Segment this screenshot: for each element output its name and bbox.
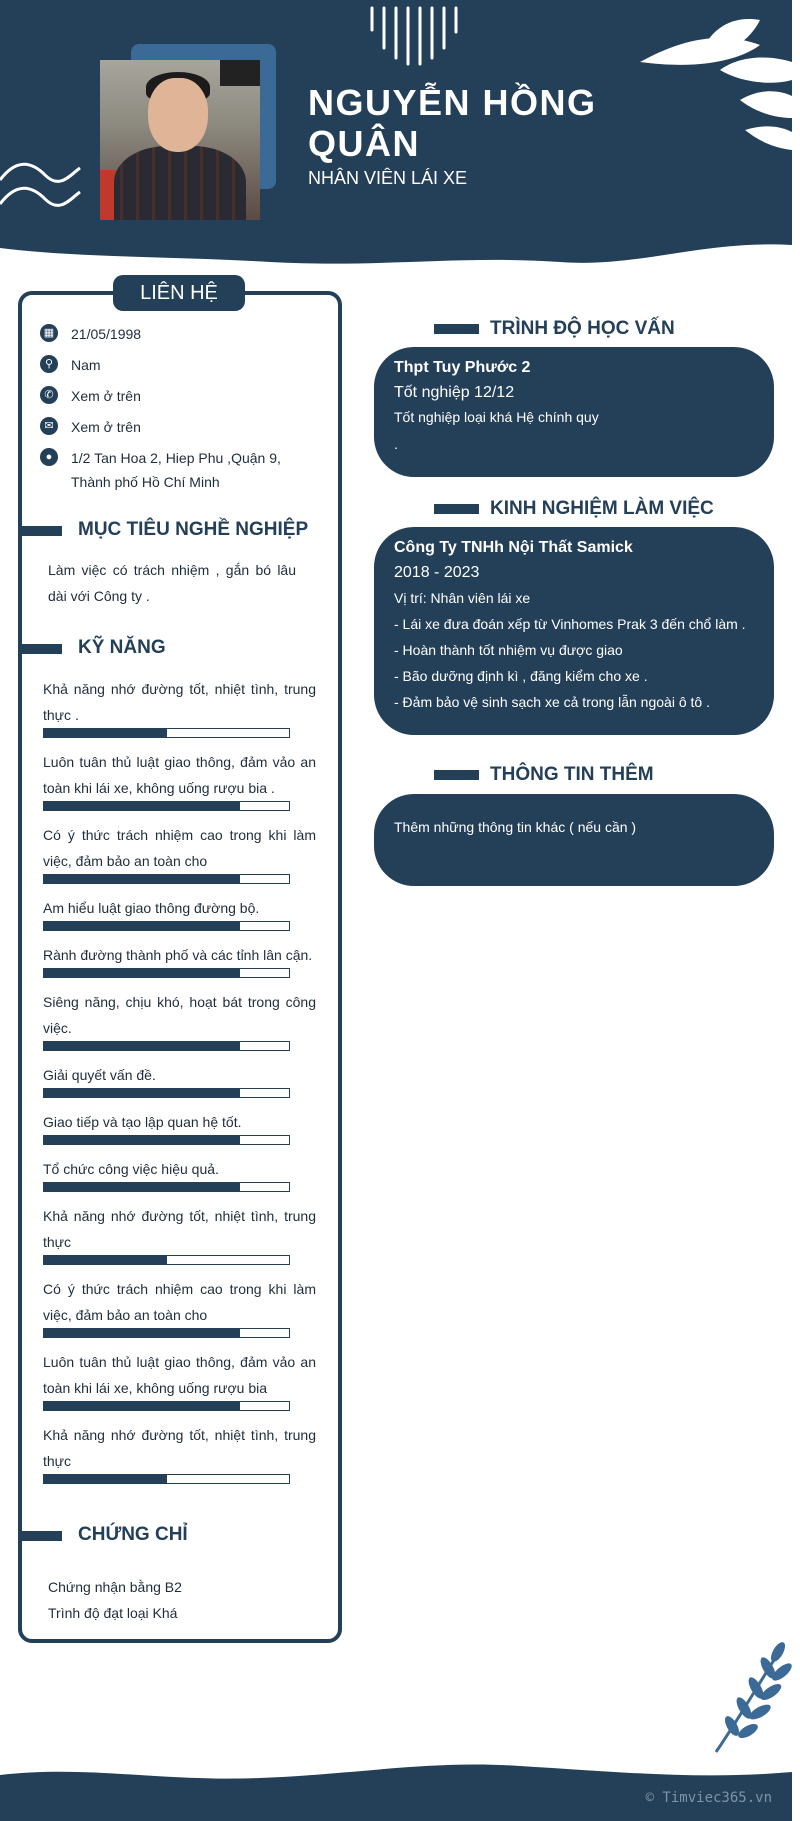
calendar-icon: ▦: [40, 324, 58, 342]
location-icon: ●: [40, 448, 58, 466]
job-title: NHÂN VIÊN LÁI XE: [308, 168, 468, 188]
skill-text: Khả năng nhớ đường tốt, nhiệt tình, trung thực: [43, 1208, 316, 1250]
skill-text: Rành đường thành phố và các tỉnh lân cận.: [43, 947, 313, 963]
skill-bar: [43, 968, 290, 978]
objective-text: Làm việc có trách nhiệm , gắn bó lâu dài với Công ty .: [48, 562, 296, 604]
experience-card: [374, 527, 774, 735]
education-result: Tốt nghiệp 12/12: [394, 384, 515, 401]
skill-bar: [43, 1041, 290, 1051]
company-name: Công Ty TNHh Nội Thất Samick: [394, 539, 633, 556]
skill-bar: [43, 728, 290, 738]
skill-bar: [43, 874, 290, 884]
email-icon: ✉: [40, 417, 58, 435]
skill-text: Luôn tuân thủ luật giao thông, đảm vảo an toàn khi lái xe, không uống rượu bia: [43, 1354, 316, 1396]
additional-card: [374, 794, 774, 886]
header-banner: [0, 0, 792, 280]
certificate-item: Trình độ đạt loại Khá: [48, 1605, 178, 1621]
skill-bar: [43, 1135, 290, 1145]
profile-photo: [100, 60, 260, 220]
skill-bar: [43, 1474, 290, 1484]
candidate-name: NGUYỄN HỒNG QUÂN: [308, 82, 597, 164]
phone-icon: ✆: [40, 386, 58, 404]
skill-text: Giải quyết vấn đề.: [43, 1067, 156, 1083]
skill-text: Tổ chức công việc hiệu quả.: [43, 1161, 219, 1177]
skill-text: Có ý thức trách nhiệm cao trong khi làm việc, đảm bảo an toàn cho: [43, 1281, 316, 1323]
experience-line: Vị trí: Nhân viên lái xe: [394, 590, 531, 606]
skill-text: Giao tiếp và tạo lập quan hệ tốt.: [43, 1114, 242, 1130]
skill-text: Am hiểu luật giao thông đường bộ.: [43, 900, 260, 916]
skill-bar: [43, 1401, 290, 1411]
gender-icon: ⚲: [40, 355, 58, 373]
watermark: © Timviec365.vn: [645, 1790, 772, 1806]
skill-text: Có ý thức trách nhiệm cao trong khi làm việc, đảm bảo an toàn cho: [43, 827, 316, 869]
skill-bar: [43, 801, 290, 811]
skill-text: Khả năng nhớ đường tốt, nhiệt tình, trung thực .: [43, 681, 316, 723]
contact-heading: LIÊN HỆ: [113, 275, 245, 311]
skill-bar: [43, 921, 290, 931]
certificate-item: Chứng nhận bằng B2: [48, 1579, 182, 1595]
education-card: [374, 347, 774, 477]
skill-text: Siêng năng, chịu khó, hoạt bát trong công việc.: [43, 994, 316, 1036]
skill-text: Luôn tuân thủ luật giao thông, đảm vảo an toàn khi lái xe, không uống rượu bia .: [43, 754, 316, 796]
footer-banner: [0, 1740, 792, 1821]
skill-bar: [43, 1088, 290, 1098]
skill-bar: [43, 1255, 290, 1265]
skill-bar: [43, 1182, 290, 1192]
experience-line: - Lái xe đưa đoán xếp từ Vinhomes Prak 3 đến chổ làm .: [394, 616, 746, 632]
school-name: Thpt Tuy Phước 2: [394, 359, 531, 376]
education-detail: Tốt nghiệp loại khá Hệ chính quy: [394, 409, 599, 425]
experience-line: - Hoàn thành tốt nhiệm vụ được giao: [394, 642, 623, 658]
work-period: 2018 - 2023: [394, 564, 480, 581]
experience-line: - Bão dưỡng định kì , đăng kiểm cho xe .: [394, 668, 648, 684]
leaf-branch-icon: [708, 1640, 792, 1755]
skill-bar: [43, 1328, 290, 1338]
education-extra: .: [394, 436, 398, 452]
experience-line: - Đảm bảo vệ sinh sạch xe cả trong lẫn ngoài ô tô .: [394, 694, 710, 710]
skill-text: Khả năng nhớ đường tốt, nhiệt tình, trung thực: [43, 1427, 316, 1469]
additional-text: Thêm những thông tin khác ( nếu cần ): [394, 819, 637, 835]
